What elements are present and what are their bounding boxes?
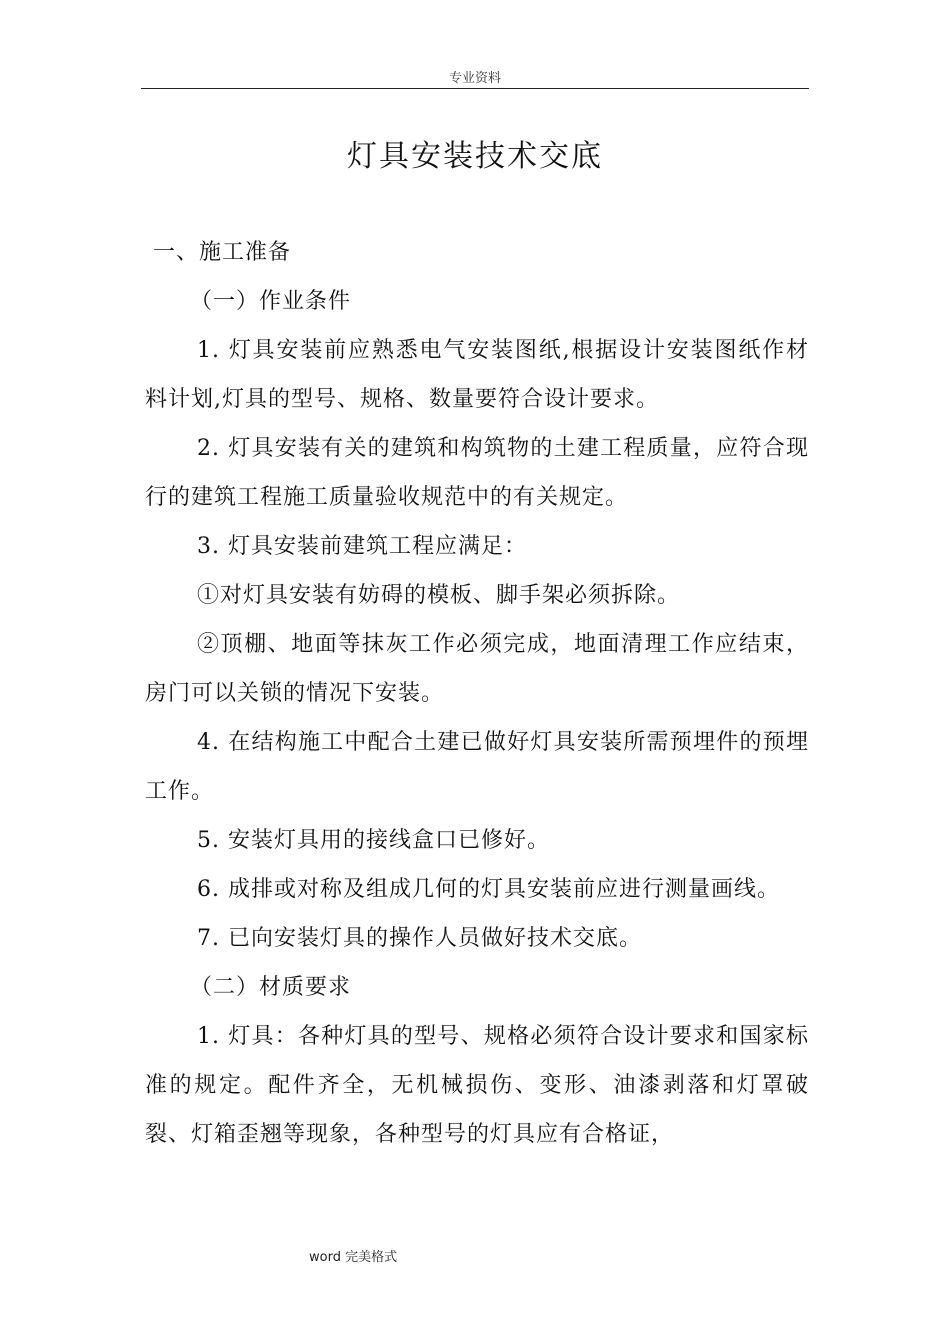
document-body: [145, 228, 809, 1159]
list-item: ②顶棚、地面等抹灰工作必须完成，地面清理工作应结束，房门可以关锁的情况下安装。: [145, 632, 809, 706]
paragraph: 5. 安装灯具用的接线盒口已修好。: [197, 828, 550, 853]
subsection-heading: （一）作业条件: [190, 289, 352, 314]
paragraph: 1. 灯具：各种灯具的型号、规格必须符合设计要求和国家标准的规定。配件齐全，无机械损伤、变形、油漆剥落和灯罩破裂、灯箱歪翘等现象，各种型号的灯具应有合格证，: [145, 1024, 809, 1147]
subsection-heading: （二）材质要求: [190, 975, 352, 1000]
list-item: ①对灯具安装有妨碍的模板、脚手架必须拆除。: [197, 583, 681, 608]
paragraph: 4. 在结构施工中配合土建已做好灯具安装所需预埋件的预埋工作。: [145, 730, 809, 804]
page-header: 专业资料: [448, 71, 501, 86]
paragraph: 1. 灯具安装前应熟悉电气安装图纸,根据设计安装图纸作材料计划,灯具的型号、规格、数量要符合设计要求。: [145, 338, 809, 412]
paragraph: 6. 成排或对称及组成几何的灯具安装前应进行测量画线。: [197, 877, 780, 902]
paragraph: 7. 已向安装灯具的操作人员做好技术交底。: [197, 926, 642, 951]
page-footer: word 完美格式: [309, 1250, 398, 1265]
section-heading: 一、施工准备: [153, 240, 292, 265]
document-title: 灯具安装技术交底: [347, 139, 603, 174]
paragraph: 3. 灯具安装前建筑工程应满足：: [197, 534, 527, 559]
header-rule: [141, 88, 809, 89]
paragraph: 2. 灯具安装有关的建筑和构筑物的土建工程质量，应符合现行的建筑工程施工质量验收规范中的有关规定。: [145, 436, 809, 510]
